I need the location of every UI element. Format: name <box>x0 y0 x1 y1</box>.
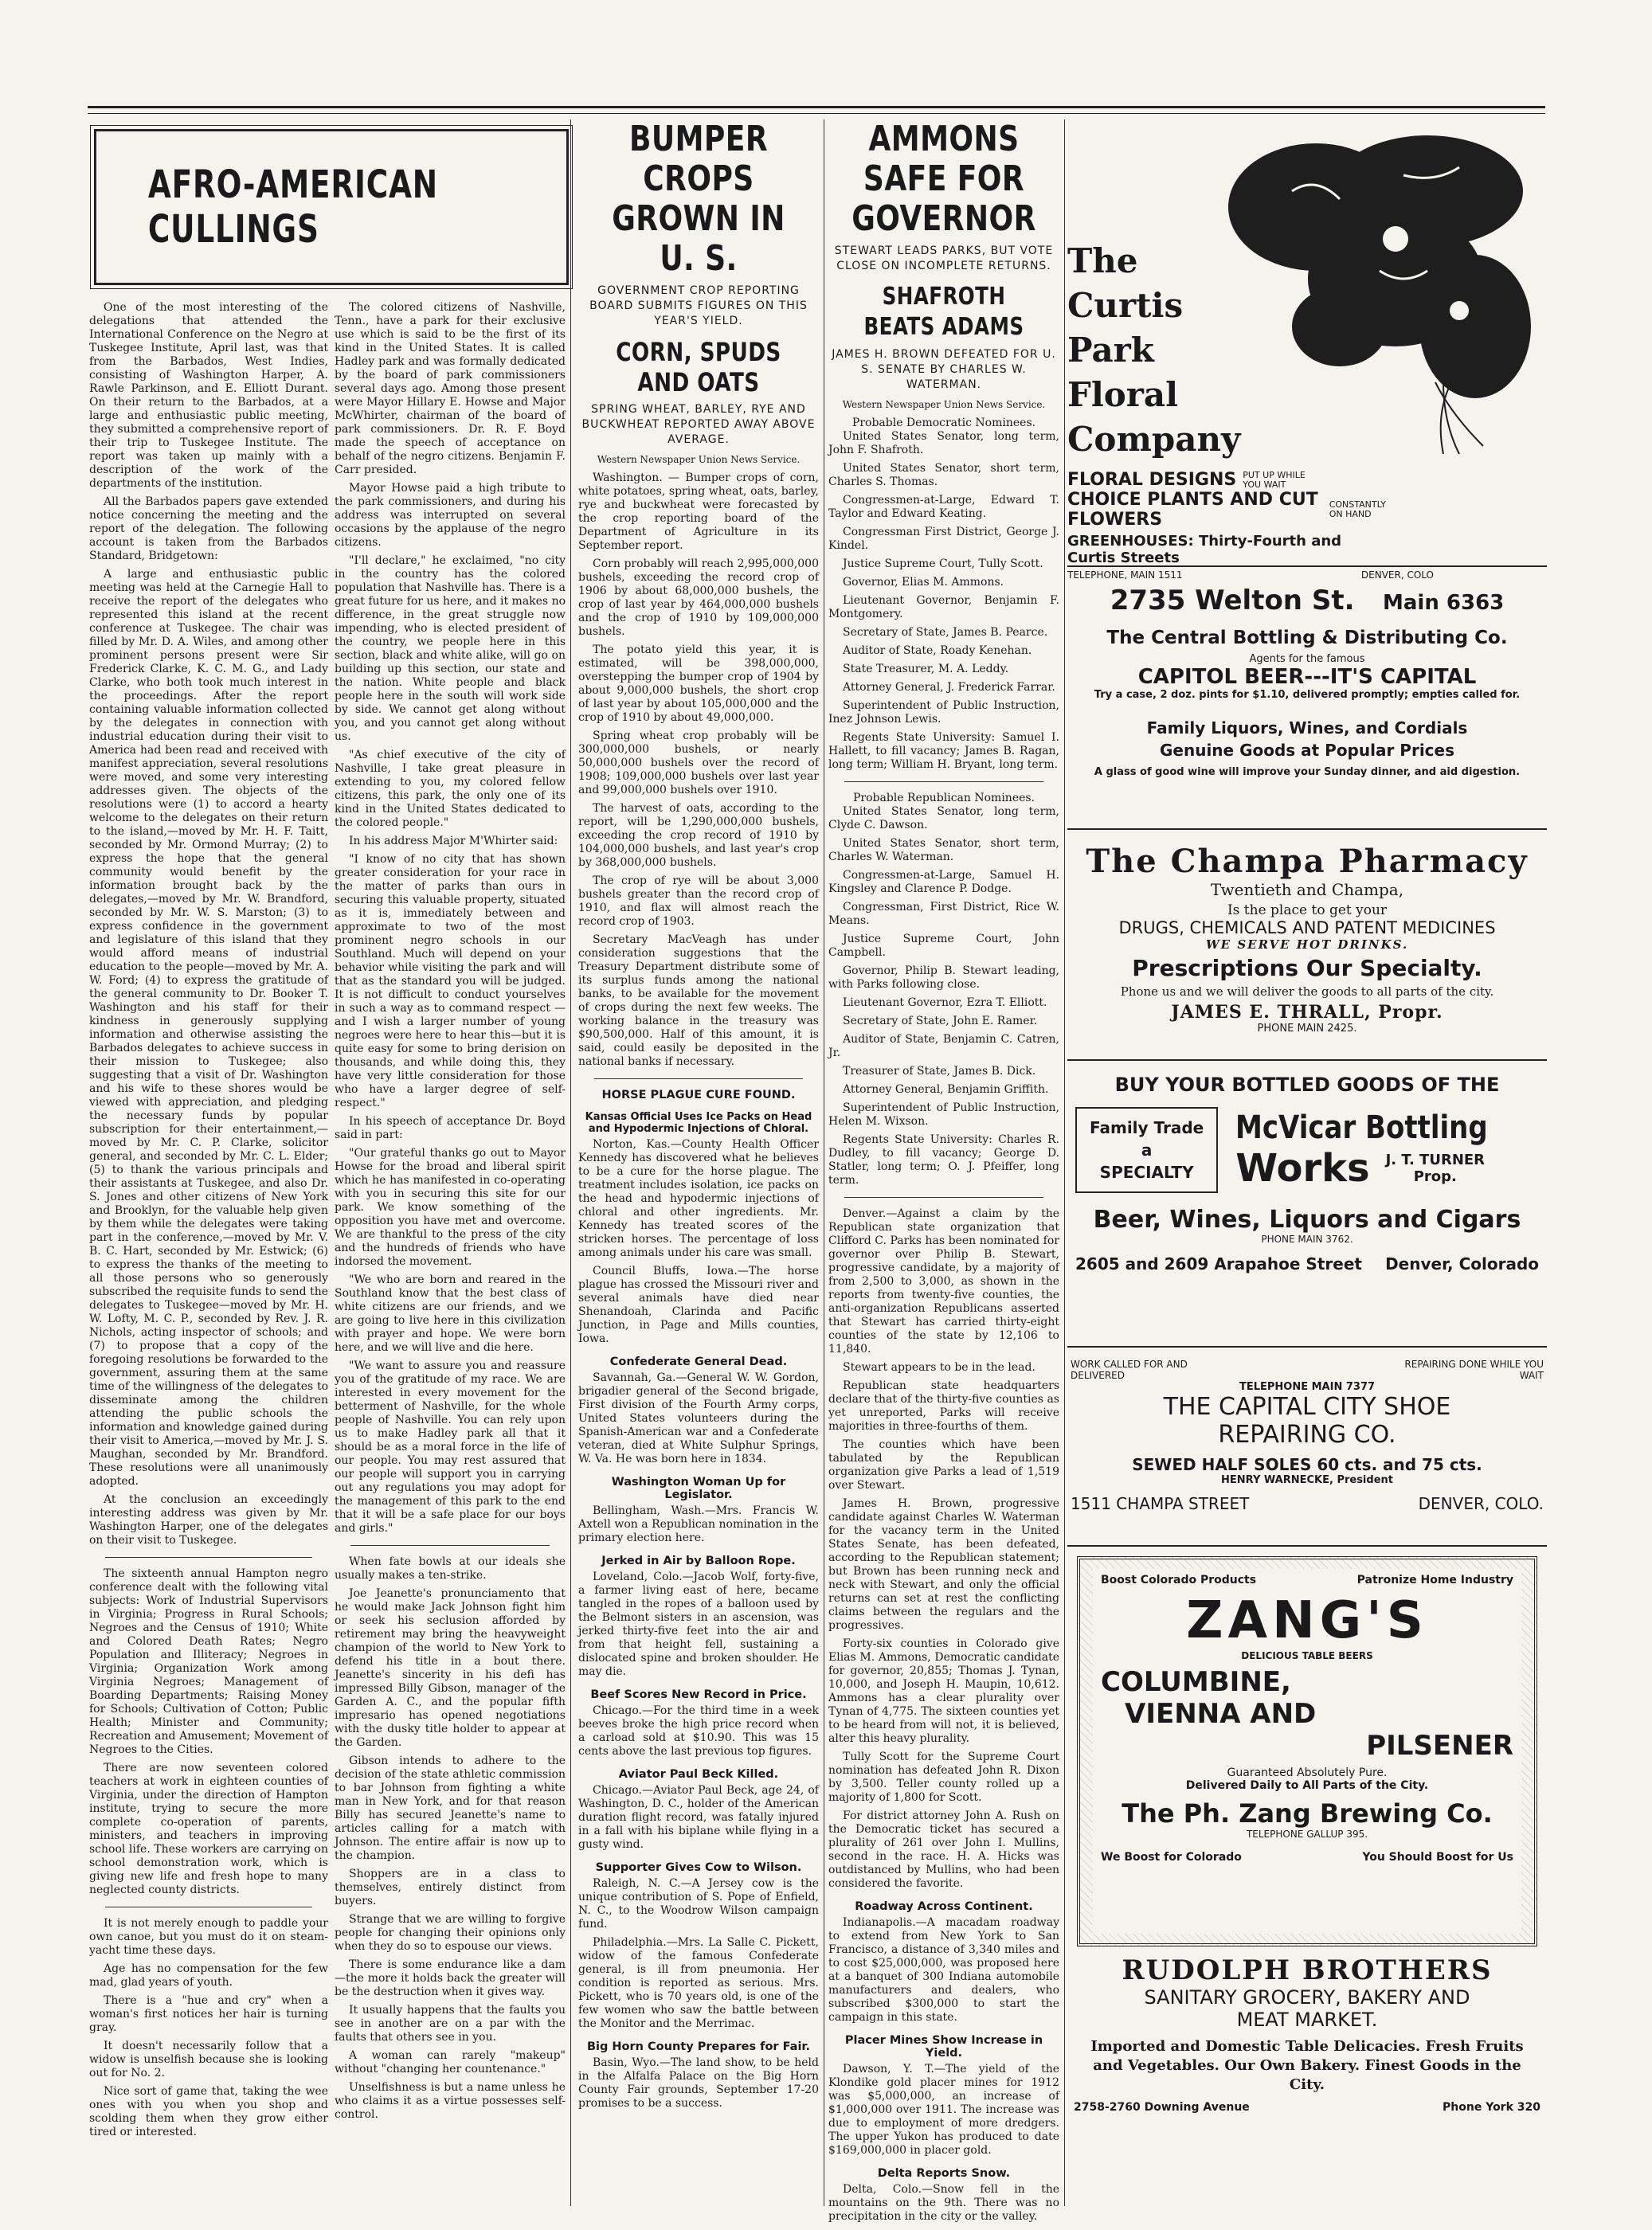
mcvicar-family: Family Trade <box>1090 1118 1204 1137</box>
brief-subhead: Kansas Official Uses Ice Packs on Head and Hypodermic Injections of Chloral. <box>585 1111 812 1135</box>
ammons-headline-2: SHAFROTH BEATS ADAMS <box>863 283 1024 341</box>
mcvicar-city: Denver, Colorado <box>1385 1254 1539 1273</box>
mcvicar-turner: J. T. TURNER <box>1385 1152 1486 1168</box>
paragraph: "Our grateful thanks go out to Mayor Howse for the broad and liberal spirit which he has manifested in co-operating with you in securing this site for our park. We know something of the opposition you have met and overcome. We are thankful to the press of the city and the hundreds of friends who have indorsed the movement. <box>335 1147 566 1268</box>
filler: When fate bowls at our ideals she usually makes a ten-strike. <box>335 1555 566 1582</box>
mcvicar-name1: McVicar Bottling <box>1235 1109 1488 1146</box>
curtis-city: DENVER, COLO <box>1360 569 1434 581</box>
filler: Strange that we are willing to forgive people for changing their opinions only when they do so to espouse our views. <box>335 1913 566 1953</box>
zang-name: ZANG'S <box>1186 1591 1428 1650</box>
crops-headline: BUMPER CROPS GROWN IN U. S. <box>612 119 785 279</box>
rudolph-phone: Phone York 320 <box>1443 2101 1540 2114</box>
brief-text: Chicago.—Aviator Paul Beck, age 24, of Washington, D. C., holder of the American duration flight record, was fatally injured in a fall with his biplane while flying in a gusty wind. <box>578 1784 819 1851</box>
paragraph: Stewart appears to be in the lead. <box>843 1361 1035 1374</box>
ammons-deck-2: JAMES H. BROWN DEFEATED FOR U. S. SENATE BY CHARLES W. WATERMAN. <box>832 348 1056 391</box>
nominee-line: United States Senator, short term, Charles W. Waterman. <box>828 837 1059 863</box>
rep-head: Probable Republican Nominees. <box>852 792 1035 804</box>
shoe-city: DENVER, COLO. <box>1418 1494 1544 1513</box>
curtis-name-line: Company <box>1067 420 1241 459</box>
champa-rx: Prescriptions Our Specialty. <box>1132 955 1482 981</box>
filler: It is not merely enough to paddle your own canoe, but you must do it on steam-yacht time these days. <box>89 1917 328 1957</box>
champa-place: Is the place to get your <box>1227 902 1388 918</box>
filler: There is some endurance like a dam —the more it holds back the greater will be the destruction when it gives way. <box>335 1958 566 1998</box>
paragraph: Forty-six counties in Colorado give Elias M. Ammons, Democratic candidate for governor, 20,855; Thomas J. Tynan, 10,000, and Joseph H. Maupin, 10,612. Ammons has a clear plurality over Tynan of 4,775. The sixteen counties yet to be heard from will not, it is believed, alter this heavy plurality. <box>828 1637 1059 1745</box>
paragraph: Washington. — Bumper crops of corn, white potatoes, spring wheat, oats, barley, rye and buckwheat were forecasted by the crop reporting board of the Department of Agriculture in its September report. <box>578 471 819 552</box>
divider <box>105 1557 312 1558</box>
nominee-line: Congressman, First District, Rice W. Means. <box>828 901 1059 927</box>
dem-head: Probable Democratic Nominees. <box>851 417 1036 429</box>
zang-boost: Boost Colorado Products <box>1101 1574 1257 1586</box>
mcvicar-address: 2605 and 2609 Arapahoe Street <box>1075 1254 1362 1273</box>
cullings-title: AFRO-AMERICAN CULLINGS <box>147 162 438 252</box>
zang-delivered: Delivered Daily to All Parts of the City. <box>1185 1779 1429 1792</box>
bottling-try: Try a case, 2 doz. pints for $1.10, delivered promptly; empties called for. <box>1094 689 1521 701</box>
brief-head: Jerked in Air by Balloon Rope. <box>601 1555 796 1567</box>
shoe-work: WORK CALLED FOR AND DELIVERED <box>1071 1359 1188 1381</box>
paragraph: The harvest of oats, according to the report, will be 1,290,000,000 bushels, exceeding the crop record of 1910 by 104,000,000 bushels, and last year's crop by 368,000,000 bushels. <box>578 802 819 869</box>
paragraph: The counties which have been tabulated by the Republican organization give Parks a lead of 1,519 over Stewart. <box>828 1438 1059 1492</box>
brief-text: Bellingham, Wash.—Mrs. Francis W. Axtell won a Republican nomination in the primary election here. <box>578 1504 819 1544</box>
shoe-telephone: TELEPHONE MAIN 7377 <box>1239 1381 1376 1393</box>
news-service: Western Newspaper Union News Service. <box>842 399 1046 410</box>
curtis-put-up: PUT UP WHILE YOU WAIT <box>1243 469 1306 490</box>
brief-text: Dawson, Y. T.—The yield of the Klondike gold placer mines for 1912 was $5,000,000, an increase of $1,000,000 over 1911. The increase was due to employment of more dredgers. The upper Yukon has produced to date $169,000,000 in placer gold. <box>828 2063 1059 2157</box>
curtis-telephone: TELEPHONE, MAIN 1511 <box>1067 569 1183 581</box>
paragraph: Spring wheat crop probably will be 300,000,000 bushels, or nearly 50,000,000 bushels over the record of 1908; 109,000,000 bushels over last year and 99,000,000 bushels over 1910. <box>578 730 819 796</box>
brief-text: Indianapolis.—A macadam roadway to extend from New York to San Francisco, a distance of 3,340 miles and to cost $25,000,000, was proposed here at a banquet of 300 Indiana automobile manufacturers and dealers, who subscribed $300,000 to start the campaign in this state. <box>828 1916 1059 2024</box>
paragraph: The potato yield this year, it is estimated, will be 398,000,000, overstepping the bumper crop of 1904 by about 9,000,000 bushels, the short crop of last year by about 105,000,000 and the crop of 1910 by about 49,000,000. <box>578 644 819 724</box>
champa-drugs: DRUGS, CHEMICALS AND PATENT MEDICINES <box>1118 918 1496 937</box>
nominee-line: Governor, Elias M. Ammons. <box>843 576 1004 589</box>
brief-head: Delta Reports Snow. <box>877 2167 1011 2180</box>
bottling-name: The Central Bottling & Distributing Co. <box>1106 628 1508 648</box>
zang-guaranteed: Guaranteed Absolutely Pure. <box>1227 1766 1388 1779</box>
brief-head: HORSE PLAGUE CURE FOUND. <box>601 1089 796 1101</box>
nominee-line: Congressmen-at-Large, Samuel H. Kingsley and Clarence P. Dodge. <box>828 869 1059 895</box>
shoe-sewed: SEWED HALF SOLES 60 cts. and 75 cts. <box>1132 1455 1482 1474</box>
brief-text: Chicago.—For the third time in a week beeves broke the high price record when a carload sold at $10.90. This was 15 cents above the last previous top figures. <box>578 1704 819 1758</box>
bottling-glass: A glass of good wine will improve your Sunday dinner, and aid digestion. <box>1094 766 1521 778</box>
paragraph: One of the most interesting of the delegations that attended the International Conference on the Negro at Tuskegee Institute, April last, was that from the Barbados, West Indies, consisting of Washington Harper, A. Rawle Parkinson, and E. Elliott Durant. On their return to the Barbados, at a large and enthusiastic public meeting, they submitted a comprehensive report of their trip to Tuskegee Institute. The report was taken up mainly with a description of the work of the departments of the institution. <box>89 301 328 490</box>
mcvicar-name2: Works <box>1235 1146 1370 1191</box>
brief-text: Raleigh, N. C.—A Jersey cow is the unique contribution of S. Pope of Enfield, N. C., to the Woodrow Wilson campaign fund. <box>578 1877 819 1931</box>
brief-head: Washington Woman Up for Legislator. <box>611 1476 786 1501</box>
bottling-agents: Agents for the famous <box>1249 653 1365 665</box>
paragraph: Mayor Howse paid a high tribute to the park commissioners, and during his address was interrupted on several occasions by the applause of the negro citizens. <box>335 482 566 549</box>
crops-headline-2: CORN, SPUDS AND OATS <box>616 337 781 397</box>
champa-phone-us: Phone us and we will deliver the goods to all parts of the city. <box>1120 984 1494 999</box>
brief-head: Beef Scores New Record in Price. <box>590 1688 807 1701</box>
paragraph: Corn probably will reach 2,995,000,000 bushels, exceeding the record crop of 1906 by about 68,000,000 bushels, the crop of last year by 464,000,000 bushels and the crop of 1910 by 109,000,000 bushels. <box>578 558 819 638</box>
shoe-name2: REPAIRING CO. <box>1218 1421 1396 1449</box>
paragraph: At the conclusion an exceedingly interesting address was given by Mr. Washington Harper, one of the delegates on their visit to Tuskegee. <box>89 1493 328 1547</box>
cullings-article <box>89 301 328 2144</box>
nominee-line: Auditor of State, Roady Kenehan. <box>843 644 1032 657</box>
ad-champa-pharmacy <box>1067 830 1547 1061</box>
ad-shoe-repair <box>1067 1348 1547 1547</box>
nominee-line: Treasurer of State, James B. Dick. <box>843 1065 1036 1078</box>
mcvicar-specialty: SPECIALTY <box>1099 1163 1194 1182</box>
ad-curtis-floral <box>1067 119 1547 581</box>
mcvicar-family-box <box>1075 1107 1218 1193</box>
ad-mcvicar <box>1067 1061 1547 1348</box>
rudolph-name: RUDOLPH BROTHERS <box>1122 1954 1493 1986</box>
zang-line3: PILSENER <box>1366 1730 1513 1762</box>
paragraph: A large and enthusiastic public meeting was held at the Carnegie Hall to receive the report of the delegates who represented this island at the recent conference at Tuskegee. The chair was filled by Mr. D. A. Wiles, and among other prominent persons present were Sir Frederick Clarke, K. C. M. G., and Lady Clarke, who both took much interest in the proceedings. After the report containing valuable information collected by the delegates in connection with industrial education during their visit to America had been read and received with manifest appreciation, several resolutions were moved, and some very interesting addresses given. The objects of the resolutions were (1) to accord a hearty welcome to the delegates on their return to the island,—moved by Mr. H. F. Taitt, seconded by Mr. Ormond Murray; (2) to express the hope that the general community would benefit by the information brought back by the delegates,—moved by Mr. W. Brandford, seconded by Mr. W. S. Marston; (3) to express confidence in the government and legislature of this island that they would afford means of industrial education to the people—moved by Mr. A. W. Ford; (4) to express the gratitude of the general community to Dr. Booker T. Washington and his staff for their kindness in generously supplying information and otherwise assisting the Barbados delegates to achieve success in their mission to Tuskegee; also suggesting that a visit of Dr. Washington and his wife to these shores would be viewed with appreciation, and pledging the necessary funds by popular subscription for their entertainment,—moved by Mr. C. P. Clarke, solicitor general, and seconded by Mr. C. L. Elder; (5) to thank the various principals and their assistants at Tuskegee, and also Dr. S. Jones and other citizens of New York and Brooklyn, for the valuable help given by them while the delegates were taking part in the conference,—moved by Mr. V. B. C. Hart, seconded by Mr. Estwick; (6) to express the thanks of the meeting to all those persons who so generously subscribed the requisite funds to send the delegates to Tuskegee—moved by Mr. H. W. Lofty, M. C. P., seconded by Rev. J. R. Nichols, acting inspector of schools; and (7) to propose that a copy of the foregoing resolutions be forwarded to the government, assuring them at the same time of the willingness of the delegates to disseminate among the children attending the public schools the information and knowledge gained during their visit to America,—moved by Mr. J. S. Maughan, seconded by Mr. Brandford. These resolutions were all unanimously adopted. <box>89 568 328 1488</box>
shoe-address: 1511 CHAMPA STREET <box>1071 1494 1250 1513</box>
curtis-choice: CHOICE PLANTS AND CUT FLOWERS <box>1067 490 1318 530</box>
brief-text: Basin, Wyo.—The land show, to be held in the Alfalfa Palace on the Big Horn County Fair grounds, September 17-20 promises to be a success. <box>578 2056 819 2110</box>
brief-text: Delta, Colo.—Snow fell in the mountains on the 9th. There was no precipitation in the city or the valley. <box>828 2183 1059 2223</box>
paragraph: For district attorney John A. Rush on the Democratic ticket has secured a plurality of 261 over John I. Mullins, second in the race. H. A. Hicks was outdistanced by Mullins, who had been considered the favorite. <box>828 1809 1059 1890</box>
brief-text: Philadelphia.—Mrs. La Salle C. Pickett, widow of the famous Confederate general, is ill from pneumonia. Her condition is reported as serious. Mrs. Pickett, who is 70 years old, is one of the few women who saw the battle between the Monitor and the Merrimac. <box>578 1936 819 2030</box>
nominee-line: Congressman First District, George J. Kindel. <box>828 526 1059 552</box>
paragraph: In his speech of acceptance Dr. Boyd said in part: <box>335 1115 566 1141</box>
bottling-family: Family Liquors, Wines, and Cordials <box>1146 718 1468 737</box>
zang-we-boost: We Boost for Colorado <box>1101 1851 1242 1864</box>
zang-you-boost: You Should Boost for Us <box>1362 1851 1513 1864</box>
ammons-headline: AMMONS SAFE FOR GOVERNOR <box>851 119 1036 239</box>
paragraph: The crop of rye will be about 3,000 bushels greater than the record crop of 1910, and flax will almost reach the record crop of 1903. <box>578 874 819 928</box>
ad-central-bottling <box>1067 567 1547 830</box>
bottling-beer: CAPITOL BEER---IT'S CAPITAL <box>1137 665 1477 689</box>
mcvicar-phone: PHONE MAIN 3762. <box>1261 1234 1353 1245</box>
rudolph-meat: MEAT MARKET. <box>1236 2009 1378 2031</box>
curtis-name-line: Park <box>1067 331 1154 370</box>
nashville-article <box>335 301 566 2212</box>
nominee-line: Regents State University: Charles R. Dudley, to fill vacancy; George D. Statler, long term; O. J. Pfeiffer, long term. <box>828 1133 1059 1187</box>
mcvicar-beer: Beer, Wines, Liquors and Cigars <box>1093 1206 1521 1234</box>
nominee-line: Congressmen-at-Large, Edward T. Taylor and Edward Keating. <box>828 494 1059 520</box>
bottling-genuine: Genuine Goods at Popular Prices <box>1159 741 1454 760</box>
zang-line1: COLUMBINE, <box>1101 1666 1291 1698</box>
rudolph-imported: Imported and Domestic Table Delicacies. Fresh Fruits and Vegetables. Our Own Bakery. Finest Goods in the City. <box>1090 2038 1524 2093</box>
paragraph: The sixteenth annual Hampton negro conference dealt with the following vital subjects: Work of Industrial Supervisors in Virginia; Progress in Rural Schools; Negroes and the Census of 1910; White and Colored Death Rates; Negro Population and Illiteracy; Negroes in Virginia; Organization Work among Virginia Negroes; Management of Boarding Departments; Raising Money for Schools; Cultivation of Cotton; Public Health; Minister and Community; Recreation and Amusement; Movement of Negroes to the Cities. <box>89 1567 328 1756</box>
paragraph: Tully Scott for the Supreme Court nomination has defeated John R. Dixon by 3,500. Teller county rolled up a majority of 1,800 for Scott. <box>828 1751 1059 1804</box>
paragraph: Denver.—Against a claim by the Republican state organization that Clifford C. Parks has been nominated for governor over Philip B. Stewart, progressive candidate, by a majority of from 2,500 to 3,000, as shown in the reports from twenty-five counties, the anti-organization Republicans asserted that Stewart has carried thirty-eight counties of the state by 12,106 to 11,840. <box>828 1207 1059 1356</box>
nominee-line: Attorney General, J. Frederick Farrar. <box>843 681 1055 694</box>
nominee-line: Regents State University: Samuel I. Hallett, to fill vacancy; James B. Ragan, long term; William H. Bryant, long term. <box>828 731 1059 771</box>
curtis-name-line: Curtis <box>1067 286 1184 325</box>
crops-deck: GOVERNMENT CROP REPORTING BOARD SUBMITS FIGURES ON THIS YEAR'S YIELD. <box>589 284 808 327</box>
brief-head: Roadway Across Continent. <box>855 1900 1033 1913</box>
nominee-line: Governor, Philip B. Stewart leading, with Parks following close. <box>828 964 1059 991</box>
nominee-line: Secretary of State, James B. Pearce. <box>843 626 1048 639</box>
nominee-line: United States Senator, long term, Clyde C. Dawson. <box>828 805 1059 831</box>
filler: There is a "hue and cry" when a woman's first notices her hair is turning gray. <box>89 1994 328 2034</box>
nominee-line: Justice Supreme Court, Tully Scott. <box>843 558 1043 570</box>
mcvicar-top: BUY YOUR BOTTLED GOODS OF THE <box>1114 1074 1500 1096</box>
nominee-line: Justice Supreme Court, John Campbell. <box>828 933 1059 959</box>
curtis-constantly: CONSTANTLY ON HAND <box>1329 499 1386 519</box>
mcvicar-a: a <box>1141 1140 1153 1160</box>
filler: It usually happens that the faults you see in another are on a par with the faults that others see in you. <box>335 2004 566 2044</box>
brief-text: Savannah, Ga.—General W. W. Gordon, brigadier general of the Second brigade, First division of the Fourth Army corps, United States volunteers during the Spanish-American war and a Confederate veteran, died at White Sulphur Springs, W. Va. He was born here in 1834. <box>578 1371 819 1465</box>
nominee-line: Lieutenant Governor, Benjamin F. Montgomery. <box>828 594 1059 620</box>
paragraph: The colored citizens of Nashville, Tenn., have a park for their exclusive use which is said to be the first of its kind in the United States. It is called Hadley park and was formally dedicated by the board of park commissioners several days ago. Among those present were Mayor Hillary E. Howse and Major McWhirter, chairman of the board of park commissioners. Dr. R. F. Boyd made the speech of acceptance on behalf of the negro citizens. Benjamin F. Carr presided. <box>335 301 566 476</box>
zang-telephone: TELEPHONE GALLUP 395. <box>1246 1829 1368 1840</box>
mcvicar-prop: Prop. <box>1413 1168 1457 1185</box>
paragraph: There are now seventeen colored teachers at work in eighteen counties of Virginia, under the direction of Hampton institute, trying to secure the more complete co-operation of parents, ministers, and teachers in improving school life. These workers are carrying on school demonstration work, which is giving new life and fresh hope to many neglected county districts. <box>89 1762 328 1896</box>
filler: Gibson intends to adhere to the decision of the state athletic commission to bar Johnson from fighting a white man in New York, and for that reason Billy has secured Jeanette's name to articles calling for a match with Johnson. The entire affair is now up to the champion. <box>335 1755 566 1862</box>
nominee-line: Auditor of State, Benjamin C. Catren, Jr. <box>828 1033 1059 1059</box>
nominee-line: Superintendent of Public Instruction, Inez Johnson Lewis. <box>828 699 1059 726</box>
curtis-name-line: The <box>1067 241 1138 280</box>
filler: Unselfishness is but a name unless he who claims it as a virtue possesses self-control. <box>335 2081 566 2121</box>
filler: A woman can rarely "makeup" without "changing her countenance." <box>335 2049 566 2075</box>
brief-head: Big Horn County Prepares for Fair. <box>586 2040 811 2053</box>
curtis-details <box>1067 469 1434 581</box>
curtis-name <box>1067 239 1240 462</box>
nominee-line: Superintendent of Public Instruction, Helen M. Wixson. <box>828 1101 1059 1128</box>
shoe-repairing: REPAIRING DONE WHILE YOU WAIT <box>1404 1359 1544 1381</box>
brief-head: Placer Mines Show Increase in Yield. <box>844 2034 1043 2060</box>
nominee-line: Lieutenant Governor, Ezra T. Elliott. <box>843 996 1047 1009</box>
ad-zang <box>1077 1556 1537 1946</box>
zang-line2: VIENNA AND <box>1125 1698 1317 1730</box>
paragraph: Secretary MacVeagh has under consideration suggestions that the Treasury Department distribute some of its surplus funds among the national banks, to be available for the movement of crops during the next few weeks. The working balance in the treasury was $90,500,000. Half of this amount, it is said, could easily be deposited in the national banks if necessary. <box>578 933 819 1068</box>
champa-serve: WE SERVE HOT DRINKS. <box>1205 937 1409 952</box>
filler: Nice sort of game that, taking the wee ones with you when you shop and scolding them when they grow either tired or interested. <box>89 2085 328 2138</box>
paragraph: James H. Brown, progressive candidate against Charles W. Waterman for the vacancy term in the United States Senate, has been defeated, according to the Republican statement; but Brown has been running neck and neck with Stewart, and only the official returns can set at rest the conflicting claims between the regulars and the progressives. <box>828 1497 1059 1632</box>
nominee-line: Attorney General, Benjamin Griffith. <box>843 1083 1049 1096</box>
filler: Shoppers are in a class to themselves, entirely distinct from buyers. <box>335 1868 566 1907</box>
zang-company: The Ph. Zang Brewing Co. <box>1122 1798 1493 1829</box>
brief-text: Norton, Kas.—County Health Officer Kennedy has discovered what he believes to be a cure for the horse plague. The treatment includes isolation, ice packs on the head and hypodermic injections of chloral and other ingredients. Mr. Kennedy has treated scores of the stricken horses. The percentage of loss among animals under his care was small. <box>578 1138 819 1259</box>
ad-rudolph <box>1067 1954 1547 2114</box>
ads-column <box>1067 119 1547 2114</box>
divider <box>844 781 1043 782</box>
brief-text: Council Bluffs, Iowa.—The horse plague has crossed the Missouri river and several animals have died near Shenandoah, Clarinda and Pacific Junction, in Page and Mills counties, Iowa. <box>578 1265 819 1345</box>
crops-deck-2: SPRING WHEAT, BARLEY, RYE AND BUCKWHEAT REPORTED AWAY ABOVE AVERAGE. <box>581 403 816 446</box>
paragraph: "I know of no city that has shown greater consideration for your race in the matter of parks than ours in securing this valuable property, situated as it is, immediately between and approximate to two of the most prominent negro schools in our Southland. Much will depend on your behavior while visiting the park and will that as the standard you will be judged. It is not difficult to conduct yourselves in such a way as to command respect —and I wish a larger number of young negroes were here to hear this—but it is quite easy for some to bring derision on thousands, and while doing this, they have very little consideration for those who have a larger degree of self-respect." <box>335 853 566 1109</box>
brief-head: Aviator Paul Beck Killed. <box>618 1768 779 1781</box>
paragraph: Republican state headquarters declare that of the thirty-five counties as yet unreported, Parks will receive majorities in three-fourths of them. <box>828 1379 1059 1433</box>
dem-list <box>828 430 1059 772</box>
champa-street: Twentieth and Champa, <box>1210 880 1404 899</box>
filler: It doesn't necessarily follow that a widow is unselfish because she is looking out for No. 2. <box>89 2040 328 2079</box>
column-3 <box>828 119 1059 2223</box>
champa-phone: PHONE MAIN 2425. <box>1257 1023 1357 1035</box>
brief-head: Supporter Gives Cow to Wilson. <box>595 1861 802 1874</box>
column-rule <box>1064 119 1065 2206</box>
zang-patronize: Patronize Home Industry <box>1356 1574 1513 1586</box>
bottling-phone: Main 6363 <box>1383 591 1505 615</box>
paragraph: "We want to assure you and reassure you of the gratitude of my race. We are interested in every movement for the betterment of Nashville, for the whole people of Nashville. You can rely upon us to make Hadley park all that it should be as a moral force in the life of our people. You may rest assured that our people will support you in carrying out any regulations you may adopt for the management of this park to the end that it will be a safe place for our boys and girls." <box>335 1360 566 1535</box>
divider <box>844 1197 1043 1198</box>
shoe-name1: THE CAPITAL CITY SHOE <box>1163 1393 1451 1421</box>
nominee-line: State Treasurer, M. A. Leddy. <box>843 663 1009 675</box>
bottling-address: 2735 Welton St. <box>1110 585 1355 616</box>
filler: Joe Jeanette's pronunciamento that he would make Jack Johnson fight him or seek his seclusion afforded by retirement may bring the heavyweight champion of the world to New York to defend his title in a bout there. Jeanette's sincerity in his defi has impressed Billy Gibson, manager of the Garden A. C., and the popular fifth impresario has opened negotiations with the dusky title holder to appear at the Garden. <box>335 1587 566 1749</box>
filler: Age has no compensation for the few mad, glad years of youth. <box>89 1962 328 1989</box>
paragraph: In his address Major M'Whirter said: <box>349 835 558 847</box>
brief-text: Loveland, Colo.—Jacob Wolf, forty-five, a farmer living east of here, became tangled in the ropes of a balloon used by the Belmont sisters in an ascension, was jerked thirty-five feet into the air and from that height fell, sustaining a dislocated spine and broken shoulder. He may die. <box>578 1571 819 1678</box>
curtis-greenhouses: GREENHOUSES: Thirty-Fourth and Curtis Streets <box>1067 533 1342 566</box>
news-service: Western Newspaper Union News Service. <box>597 454 801 465</box>
column-rule <box>570 119 571 2206</box>
nominee-line: United States Senator, long term, John F. Shafroth. <box>828 430 1059 456</box>
paragraph: All the Barbados papers gave extended notice concerning the meeting and the report of the delegation. The following account is taken from the Barbados Standard, Bridgetown: <box>89 495 328 562</box>
curtis-name-line: Floral <box>1067 375 1179 414</box>
champa-prop: JAMES E. THRALL, Propr. <box>1171 1002 1443 1023</box>
brief-head: Confederate General Dead. <box>609 1356 788 1368</box>
curtis-floral-designs: FLORAL DESIGNS <box>1067 470 1237 490</box>
champa-name: The Champa Pharmacy <box>1086 843 1529 880</box>
rep-list <box>828 805 1059 1187</box>
column-2 <box>578 119 819 2206</box>
column-1 <box>89 119 438 301</box>
rudolph-sanitary: SANITARY GROCERY, BAKERY AND <box>1144 1986 1470 2009</box>
paragraph: "As chief executive of the city of Nashville, I take great pleasure in extending to you, my colored fellow citizens, this park, the only one of its kind in the United States dedicated to the colored people." <box>335 749 566 829</box>
paragraph: "I'll declare," he exclaimed, "no city in the country has the colored population that Nashville has. There is a great future for us here, and it makes no difference, in the great struggle now impending, who is elected president of the country, we people here in this section, black and white alike, will go on building up this section, our state and the nation. White people and black people here in the south will work side by side. We cannot get along without you, and you cannot get along without us. <box>335 554 566 743</box>
rudolph-address: 2758-2760 Downing Avenue <box>1074 2101 1250 2114</box>
top-rule <box>88 106 1545 114</box>
divider <box>594 1078 803 1079</box>
zang-delicious: DELICIOUS TABLE BEERS <box>1241 1650 1373 1661</box>
cullings-title-box <box>94 129 569 285</box>
nominee-line: Secretary of State, John E. Ramer. <box>843 1015 1038 1027</box>
divider <box>350 1545 550 1546</box>
ammons-deck: STEWART LEADS PARKS, BUT VOTE CLOSE ON INCOMPLETE RETURNS. <box>834 245 1054 272</box>
paragraph: "We who are born and reared in the Southland know that the best class of white citizens are our friends, and we are going to live here in this civilization with prayer and hope. We were born here, and we will live and die here. <box>335 1273 566 1354</box>
shoe-president: HENRY WARNECKE, President <box>1221 1474 1393 1486</box>
flower-illustration-icon <box>1196 119 1547 462</box>
nominee-line: United States Senator, short term, Charles S. Thomas. <box>828 462 1059 488</box>
